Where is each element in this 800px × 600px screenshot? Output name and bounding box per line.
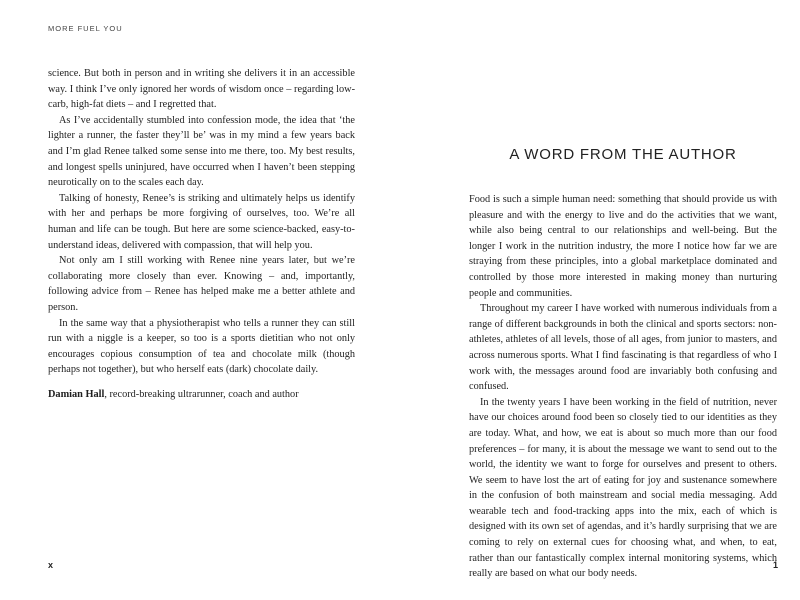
paragraph: As I’ve accidentally stumbled into confession mode, the idea that ‘the lighter a runner, the faster they’ll be’ was in my mind a few years back and I’m glad Renee talked some sense into me there, too. My best results, and longest spells uninjured, have occurred when I haven’t been stepping neurotically on to the scales each day. [48,114,355,189]
paragraph: science. But both in person and in writing she delivers it in an accessible way. I think I’ve only ignored her words of wisdom once – regarding low-carb, high-fat diets – and I regretted that. [48,68,355,111]
page-number: x [48,560,54,570]
signature [48,387,355,403]
signature-name: Damian Hall [48,388,105,400]
chapter-text [469,192,777,582]
paragraph: Throughout my career I have worked with numerous individuals from a range of different backgrounds in both the clinical and sports sectors: non-athletes, athletes of all levels, those of all ages, from junior to masters, and across numerous sports. What I find fascinating is that regardless of who I work with, the messages around food are invariably both confusing and confused. [469,303,777,393]
paragraph: Talking of honesty, Renee’s is striking and ultimately helps us identify with her and perhaps be more forgiving of ourselves, too. We’re all human and life can be tough. But here are some science-backed, easy-to-understand ideas, delivered with compassion, that will help you. [48,192,355,251]
right-page [400,0,800,600]
chapter-title: A WORD FROM THE AUTHOR [509,146,737,163]
signature-credentials: , record-breaking ultrarunner, coach and author [104,388,299,400]
page-number: 1 [773,560,779,570]
foreword-text [48,66,355,402]
paragraph: Not only am I still working with Renee nine years later, but we’re collaborating more closely than ever. Knowing – and, importantly, following advice from – Renee has helped make me a better athlete and person. [48,255,355,313]
running-head: MORE FUEL YOU [48,24,123,33]
paragraph: Food is such a simple human need: something that should provide us with pleasure and with the energy to live and do the activities that we want, while also being central to our relationships and well-being. But the longer I work in the nutrition industry, the more I notice how far we are straying from these principles, into a global marketplace dominated and controlled by those more interested in making money than nurturing people and communities. [469,194,777,299]
paragraph: In the same way that a physiotherapist who tells a runner they can still run with a niggle is a keeper, so too is a sports dietitian who not only encourages copious consumption of tea and chocolate milk (though perhaps not together), but who herself eats (dark) chocolate daily. [48,317,355,376]
paragraph: In the twenty years I have been working in the field of nutrition, never have our choices around food been so closely tied to our identities as they are today. What, and how, we eat is about so much more than our food preferences – for many, it is about the message we want to send out to the world, the identity we want to forge for ourselves and present to others. We seem to have lost the art of eating for joy and sustenance somewhere in the confusion of both mainstream and social media messaging. Add wearable tech and food-tracking apps into the mix, each of which is designed with its own set of agendas, and it’s hardly surprising that we are coming to rely on external cues for choosing what, and when, to eat, rather than our fantastically complex internal monitoring systems, which really are based on what our body needs. [469,396,777,580]
